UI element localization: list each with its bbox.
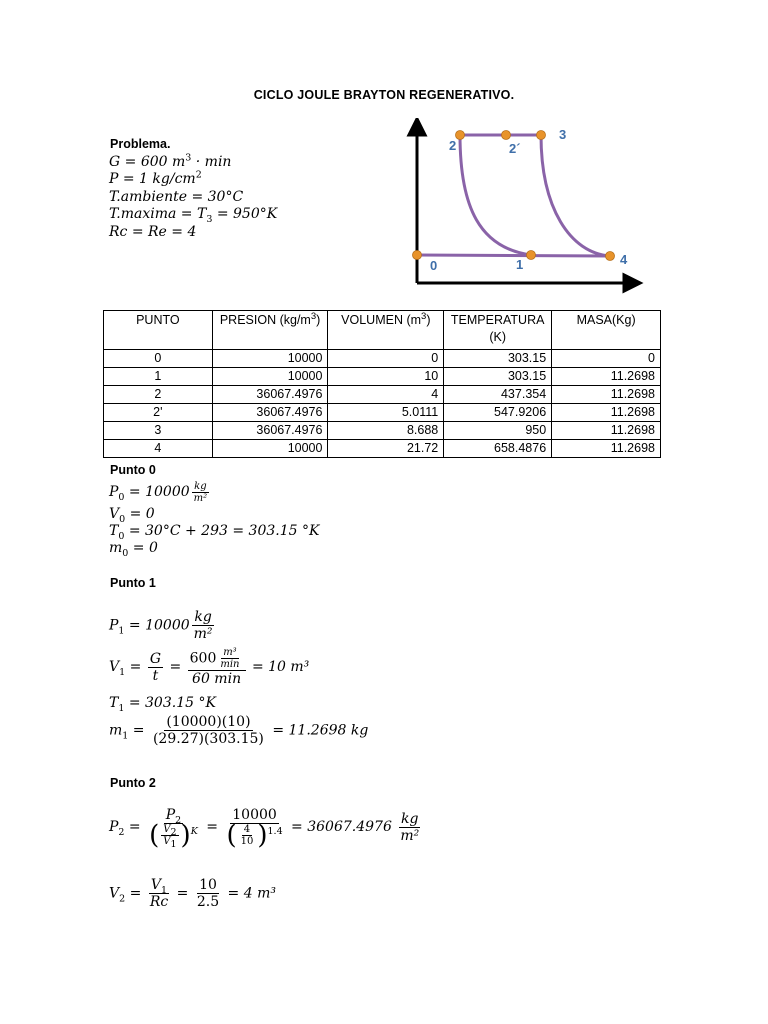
label-3: 3 [559,127,567,142]
problem-heading: Problema. [110,137,171,151]
punto1-v: $V_1$ = $\frac{G}{t}$ = 600 $\frac{\text{m³}}{\min}$ 60 min = 10 m³ [109,647,310,687]
cell-masa: 11.2698 [552,386,661,404]
header-temperatura: TEMPERATURA (K) [444,311,552,350]
table-row [104,386,661,404]
cell-volumen: 8.688 [328,422,444,440]
cell-punto: 0 [104,350,213,368]
table-row [104,350,661,368]
problem-tamb: T.ambiente = 30°C [109,189,244,205]
point-4 [606,252,615,261]
problem-p: P = 1 $kg/cm^2$ [109,169,202,187]
point-2-prime [502,131,511,140]
curve-3-4 [541,135,610,256]
line-0-4 [417,255,610,256]
punto2-heading: Punto 2 [110,776,156,790]
point-3 [537,131,546,140]
header-presion: PRESION $(kg/m^3)$ [212,311,328,350]
cell-volumen: 0 [328,350,444,368]
cell-presion: 10000 [212,350,328,368]
punto0-p: $P_0 = 10000$ $\frac{kg}{\text{m²}}$ [109,480,208,504]
label-1: 1 [516,257,524,272]
problem-rc: Rc = Re = 4 [109,224,197,240]
punto2-v: $V_2$ = $\frac{V_1}{Rc}$ = $\frac{10}{2.5}$ = 4 m³ [109,877,276,910]
header-masa: MASA(Kg) [552,311,661,350]
table-row [104,422,661,440]
label-4: 4 [620,252,628,267]
punto0-t: $T_0 = 30^\circ C + 293 = 303.15$ °K [109,523,320,542]
punto2-p: $P_2$ = $P_2$ ( $\frac{V_2}{V_1}$ )$^K$ = 10000 ( $\frac{4}{10}$ )$^{1.4}$ = 36067.4976 $\frac{kg}{\text{m²}}$ [109,807,420,851]
table-row [104,404,661,422]
cell-volumen: 4 [328,386,444,404]
punto0-m: $m_0 = 0$ [109,540,158,559]
cell-temperatura: 437.354 [444,386,552,404]
label-2-prime: 2´ [509,141,521,156]
problem-tmax: T.maxima = $T_3 = 950^\circ K$ [109,206,278,225]
punto0-v: $V_0 = 0$ [109,506,155,525]
cell-masa: 11.2698 [552,422,661,440]
cycle-diagram [400,118,645,298]
cell-punto: 3 [104,422,213,440]
label-0: 0 [430,258,438,273]
label-2: 2 [449,138,457,153]
punto1-m: $m_1$ = $\frac{(10000)(10)}{(29.27)(303.15)}$ = 11.2698 kg [109,714,369,747]
page-title: CICLO JOULE BRAYTON REGENERATIVO. [253,88,515,102]
table-row [104,368,661,386]
point-1 [527,251,536,260]
cell-presion: 36067.4976 [212,404,328,422]
cell-temperatura: 950 [444,422,552,440]
punto1-t: $T_1 = 303.15$ °K [109,695,216,714]
punto0-heading: Punto 0 [110,463,156,477]
cell-volumen: 5.0111 [328,404,444,422]
cell-temperatura: 303.15 [444,368,552,386]
cell-punto: 2 [104,386,213,404]
punto1-p: $P_1 = 10000$ $\frac{kg}{\text{m²}}$ [109,609,213,642]
cell-presion: 10000 [212,368,328,386]
point-2 [456,131,465,140]
cell-masa: 11.2698 [552,368,661,386]
state-table [103,310,661,458]
cell-volumen: 21.72 [328,440,444,458]
cell-presion: 36067.4976 [212,386,328,404]
point-0 [413,251,422,260]
cell-presion: 10000 [212,440,328,458]
cell-volumen: 10 [328,368,444,386]
cell-presion: 36067.4976 [212,422,328,440]
cell-masa: 11.2698 [552,404,661,422]
problem-g: G = 600 $m^3 \cdot \min$ [109,152,232,170]
punto1-heading: Punto 1 [110,576,156,590]
cell-punto: 4 [104,440,213,458]
cell-temperatura: 658.4876 [444,440,552,458]
table-row [104,440,661,458]
cell-temperatura: 547.9206 [444,404,552,422]
cell-masa: 0 [552,350,661,368]
cell-temperatura: 303.15 [444,350,552,368]
cell-punto: 1 [104,368,213,386]
header-volumen: VOLUMEN $(m^3)$ [328,311,444,350]
table-header-row [104,311,661,350]
cell-punto: 2' [104,404,213,422]
cell-masa: 11.2698 [552,440,661,458]
header-punto: PUNTO [104,311,213,350]
